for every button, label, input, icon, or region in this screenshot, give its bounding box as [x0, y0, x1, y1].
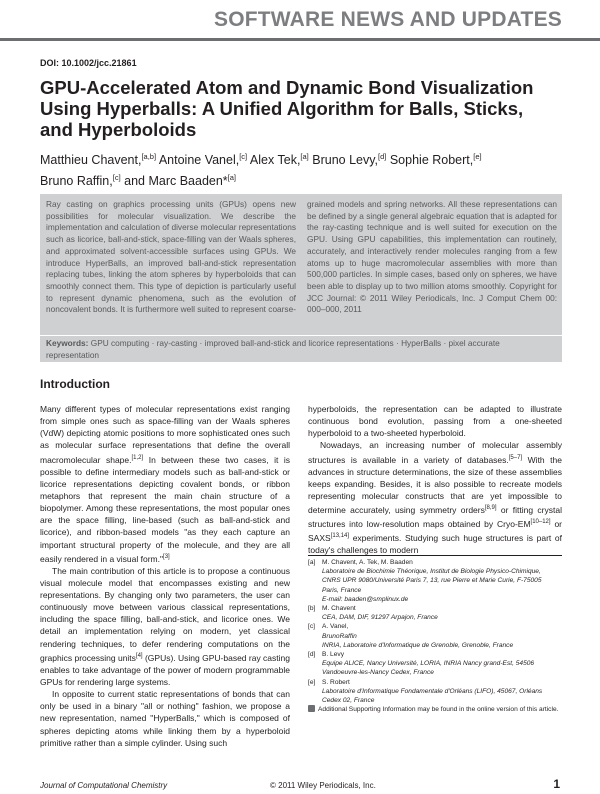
affiliation-line: S. Robert: [322, 678, 350, 686]
affiliation-tag: [d]: [308, 651, 316, 659]
affiliation-tag: [c]: [308, 623, 315, 631]
affiliation-tag: [b]: [308, 605, 316, 613]
abstract-box: [40, 194, 562, 362]
abstract-left-column: Ray casting on graphics processing units (GPUs) opens new possibilities for molecular visualization. We describe the implementation and calculation of diverse molecular representations such as licorice, ball-and-stick, space-filling van der Waals spheres, and approximated solvent-accessible surfaces using GPUs. We introduce HyperBalls, an improved ball-and-stick representation replacing tubes, linking the atom spheres by hyperboloids that can smoothly connect them. This type of depiction is particularly useful to represent dynamic phenomena, such as the evolution of noncovalent bonds. It is furthermore well suited to represent coarse-: [46, 199, 296, 315]
affiliation-line: Equipe ALICE, Nancy Université, LORIA, INRIA Nancy grand-Est, 54506: [322, 660, 535, 668]
affiliation-item: [308, 650, 562, 678]
affiliation-line: Paris, France: [322, 586, 362, 594]
supporting-info-note: [308, 705, 562, 714]
paragraph: Nowadays, an increasing number of molecular assembly structures is available in a variety of databases.[5–7] With the advances in structure determinations, the size of these assemblies keeps expanding. Besides, it is also possible to recreate models representing molecular constructs that are yet impossible to determine accurately, using symmetry orders[8,9] or fitting crystal structures into low-resolution maps obtained by Cryo-EM[10–12] or SAXS[13,14] experiments. Studying such huge structures is part of today's challenges to modern: [308, 440, 562, 556]
title-line: Using Hyperballs: A Unified Algorithm for Balls, Sticks,: [40, 98, 524, 119]
affiliation-item: [308, 622, 562, 650]
footer-copyright: © 2011 Wiley Periodicals, Inc.: [270, 781, 376, 790]
paragraph: In opposite to current static representations of bonds that can only be used in a binary "all or nothing" fashion, we propose a new representation, named "HyperBalls," which is composed of spheres depicting atoms while linking them by a hyperboloid primitive rather than a simple cylinder. Using such: [40, 689, 290, 748]
affiliation-line: BrunoRaffin: [322, 632, 357, 640]
header-rule: [0, 38, 600, 41]
paragraph: Many different types of molecular representations exist ranging from simple ones such as space-filling van der Waals spheres (VdW) depicting atomic positions to more sophisticated ones such as molecular surface representations that define the overall macromolecular shape.[1,2] In between these two cases, it is possible to define intermediary models such as ball-and-stick or licorice representations depicting covalent bonds, or ribbon metaphors that represent the main chain structure of a biopolymer. Among these representations, the most popular ones are the space filling, line-based (such as ball-and-stick and licorice), and ribbon-based models "as they each capture an important structural property of the molecule, and they are all easily rendered in a visual form."[3]: [40, 404, 290, 564]
affiliation-line: M. Chavent, A. Tek, M. Baaden: [322, 559, 413, 566]
paragraph: The main contribution of this article is to propose a continuous visual molecule model that encompasses existing and new representations. By changing only two parameters, the user can continuously move between various classical representations, including the space filling, ball-and-stick, and licorice ones. We detail an implementation relying on modern, yet classical rendering techniques, to defer rendering computations on the graphics processing units[4] (GPUs). Using GPU-based ray casting enables to take advantage of the power of modern programmable GPUs for rendering large systems.: [40, 565, 290, 687]
title-line: GPU-Accelerated Atom and Dynamic Bond Visualization: [40, 77, 534, 98]
paragraph: hyperboloids, the representation can be adapted to illustrate continuous bond evolution, passing from a one-sheeted hyperboloid to a two-sheeted hyperboloid.: [308, 404, 562, 439]
body-column-left: [40, 403, 290, 749]
page-header: [0, 0, 600, 40]
affiliation-line: Laboratoire de Biochimie Théorique, Institut de Biologie Physico-Chimique,: [322, 568, 541, 576]
title-line: and Hyperboloids: [40, 119, 197, 140]
section-heading-introduction: Introduction: [40, 377, 110, 391]
affiliation-line: M. Chavent: [322, 605, 356, 613]
affiliation-line: Laboratoire d'Informatique Fondamentale d'Orléans (LIFO), 45067, Orléans: [322, 687, 543, 695]
affiliation-line: E-mail: baaden@smplinux.de: [322, 595, 409, 603]
supporting-info-text: Additional Supporting Information may be found in the online version of this article.: [318, 706, 559, 714]
abstract-separator: [40, 335, 562, 336]
doi: DOI: 10.1002/jcc.21861: [40, 58, 137, 68]
affiliation-item: [308, 558, 562, 604]
affiliation-line: CNRS UPR 9080/Université Paris 7, 13, rue Pierre et Marie Curie, F-75005: [322, 577, 542, 585]
affiliation-line: A. Vanel,: [322, 623, 349, 631]
affiliation-line: CEA, DAM, DIF, 91297 Arpajon, France: [322, 614, 438, 622]
keywords-label: Keywords:: [46, 338, 89, 348]
affiliation-line: INRIA, Laboratoire d'Informatique de Grenoble, Grenoble, France: [322, 641, 514, 649]
page-number: 1: [553, 777, 560, 791]
article-title: [40, 77, 570, 140]
supporting-info-icon: [308, 705, 315, 712]
affiliation-tag: [a]: [308, 559, 316, 566]
affiliation-item: [308, 678, 562, 706]
affiliations: [308, 555, 562, 714]
abstract-right-column: grained models and spring networks. All these representations can be defined by a single general algebraic equation that is adapted for the ray-casting technique and is well suited for execution on the GPU. Using GPU capabilities, this implementation can routinely, accurately, and interactively render molecules ranging from a few atoms up to huge macromolecular assemblies with more than 500,000 particles. In simple cases, based only on spheres, we have been able to display up to two million atoms smoothly. Copyright for JCC Journal: © 2011 Wiley Periodicals, Inc. J Comput Chem 00: 000–000, 2011: [307, 199, 557, 315]
affiliation-line: B. Levy: [322, 651, 344, 659]
affiliation-tag: [e]: [308, 678, 316, 686]
author-list: Matthieu Chavent,[a,b] Antoine Vanel,[c] Alex Tek,[a] Bruno Levy,[d] Sophie Robert,[e] Bruno Raffin,[c] and Marc Baaden*[a]: [40, 152, 482, 189]
affiliation-line: Cedex 02, France: [322, 697, 375, 705]
affiliation-line: Vandoeuvre-les-Nancy Cedex, France: [322, 669, 434, 677]
footer-journal: Journal of Computational Chemistry: [40, 781, 168, 790]
keywords: [46, 338, 554, 361]
affiliation-item: [308, 604, 562, 622]
body-column-right: [308, 403, 562, 556]
section-title: SOFTWARE NEWS AND UPDATES: [213, 8, 562, 31]
keywords-text: GPU computing · ray-casting · improved ball-and-stick and licorice representations · HyperBalls · pixel accurate representation: [46, 338, 500, 360]
